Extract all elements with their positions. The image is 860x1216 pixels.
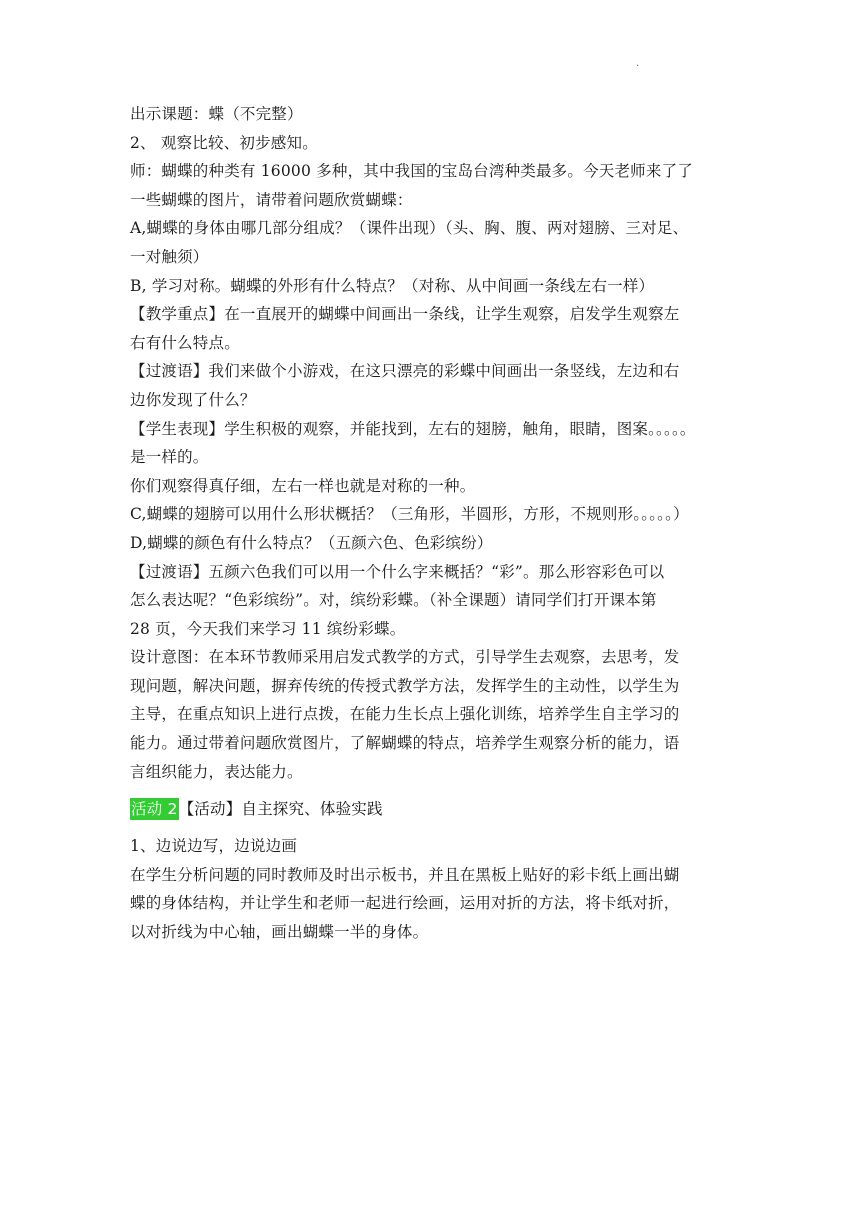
paragraph-line: 以对折线为中心轴，画出蝴蝶一半的身体。 — [130, 923, 429, 942]
paragraph-line: 设计意图：在本环节教师采用启发式教学的方式，引导学生去观察，去思考，发 — [130, 648, 680, 667]
paragraph-line: 右有什么特点。 — [130, 333, 240, 352]
paragraph-line: 1、边说边写，边说边画 — [130, 837, 298, 856]
paragraph-line: 在学生分析问题的同时教师及时出示板书，并且在黑板上贴好的彩卡纸上画出蝴 — [130, 865, 680, 884]
paragraph-line: 【学生表现】学生积极的观察，并能找到，左右的翅膀，触角，眼睛，图案。。。。。 — [130, 419, 696, 438]
paragraph-line: 能力。通过带着问题欣赏图片，了解蝴蝶的特点，培养学生观察分析的能力，语 — [130, 734, 680, 753]
paragraph-line: 【过渡语】五颜六色我们可以用一个什么字来概括？“彩”。那么形容彩色可以 — [130, 562, 665, 581]
activity-title: 【活动】自主探究、体验实践 — [178, 800, 383, 819]
paragraph-line: 现问题，解决问题，摒弃传统的传授式教学方法，发挥学生的主动性，以学生为 — [130, 676, 680, 695]
paragraph-line: 你们观察得真仔细，左右一样也就是对称的一种。 — [130, 476, 476, 495]
paragraph-line: 【教学重点】在一直展开的蝴蝶中间画出一条线，让学生观察，启发学生观察左 — [130, 305, 680, 324]
paragraph-line: 【过渡语】我们来做个小游戏，在这只漂亮的彩蝶中间画出一条竖线，左边和右 — [130, 362, 680, 381]
paragraph-line: 是一样的。 — [130, 448, 209, 467]
paragraph-line: C,蝴蝶的翅膀可以用什么形状概括？（三角形，半圆形，方形，不规则形。。。。。） — [130, 505, 689, 524]
paragraph-line: 言组织能力，表达能力。 — [130, 762, 303, 781]
paragraph-line: B, 学习对称。蝴蝶的外形有什么特点？（对称、从中间画一条线左右一样） — [130, 276, 655, 295]
document-body — [130, 100, 750, 947]
paragraph-line: 蝶的身体结构，并让学生和老师一起进行绘画，运用对折的方法，将卡纸对折， — [130, 894, 680, 913]
activity-heading — [130, 792, 750, 826]
paragraph-line: 一些蝴蝶的图片，请带着问题欣赏蝴蝶： — [130, 190, 413, 209]
activity-tag: 活动 2 — [131, 800, 178, 819]
paragraph-line: 一对触须） — [130, 247, 209, 266]
paragraph-line: 边你发现了什么？ — [130, 390, 256, 409]
paragraph-line: 师：蝴蝶的种类有 16000 多种，其中我国的宝岛台湾种类最多。今天老师来了了 — [130, 162, 693, 181]
paragraph-line: 2、 观察比较、初步感知。 — [130, 133, 318, 152]
paragraph-line: A,蝴蝶的身体由哪几部分组成？（课件出现）（头、胸、腹、两对翅膀、三对足、 — [130, 219, 689, 238]
paragraph-line: 出示课题：蝶（不完整） — [130, 105, 303, 123]
paragraph-line: 28 页，今天我们来学习 11 缤纷彩蝶。 — [130, 619, 406, 638]
header-mark: . — [636, 58, 640, 69]
paragraph-line: D,蝴蝶的颜色有什么特点？（五颜六色、色彩缤纷） — [130, 533, 493, 552]
paragraph-line: 主导，在重点知识上进行点拨，在能力生长点上强化训练，培养学生自主学习的 — [130, 705, 680, 724]
paragraph-line: 怎么表达呢？“色彩缤纷”。对，缤纷彩蝶。（补全课题）请同学们打开课本第 — [130, 591, 657, 610]
